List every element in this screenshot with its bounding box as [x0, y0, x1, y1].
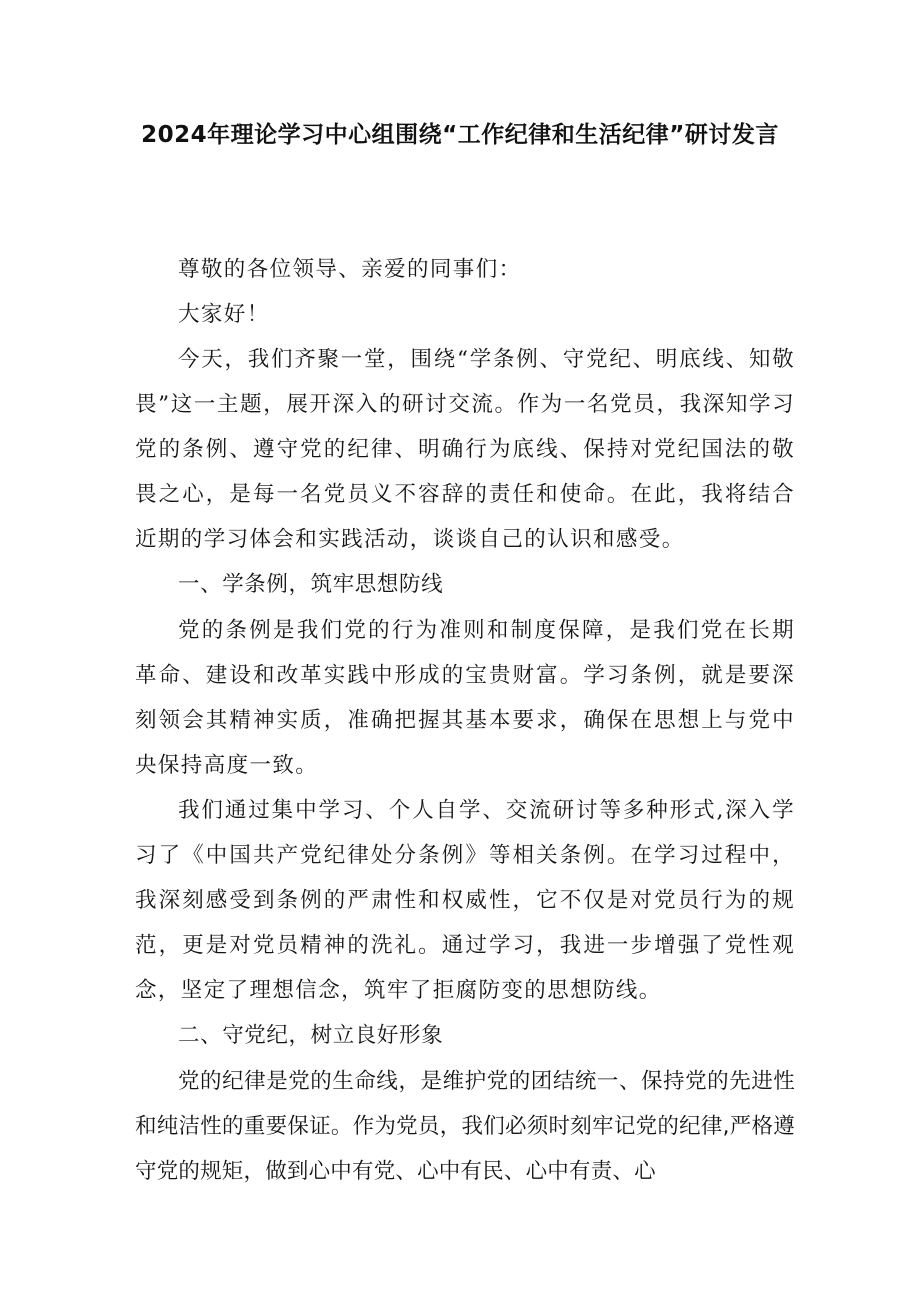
- document-title: 2024年理论学习中心组围绕“工作纪律和生活纪律”研讨发言: [141, 122, 779, 148]
- paragraph: 我们通过集中学习、个人自学、交流研讨等多种形式,深入学习了《中国共产党纪律处分条例》等相关条例。在学习过程中，我深刻感受到条例的严肃性和权威性，它不仅是对党员行为的规范，更是对党员精神的洗礼。通过学习，我进一步增强了党性观念，坚定了理想信念，筑牢了拒腐防变的思想防线。: [135, 798, 795, 1003]
- paragraph: 党的条例是我们党的行为准则和制度保障，是我们党在长期革命、建设和改革实践中形成的宝贵财富。学习条例，就是要深刻领会其精神实质，准确把握其基本要求，确保在思想上与党中央保持高度一致。: [135, 618, 795, 778]
- paragraph-intro: 今天，我们齐聚一堂，围绕“学条例、守党纪、明底线、知敬畏”这一主题，展开深入的研讨交流。作为一名党员，我深知学习党的条例、遵守党的纪律、明确行为底线、保持对党纪国法的敬畏之心，是每一名党员义不容辞的责任和使命。在此，我将结合近期的学习体会和实践活动，谈谈自己的认识和感受。: [135, 347, 795, 552]
- salutation: 尊敬的各位领导、亲爱的同事们：: [178, 257, 522, 282]
- paragraph: 党的纪律是党的生命线，是维护党的团结统一、保持党的先进性和纯洁性的重要保证。作为党员，我们必须时刻牢记党的纪律,严格遵守党的规矩，做到心中有党、心中有民、心中有责、心: [135, 1069, 795, 1184]
- greeting: 大家好！: [178, 302, 270, 327]
- section-heading-1: 一、学条例，筑牢思想防线: [178, 572, 444, 597]
- document-body: [135, 247, 795, 1194]
- section-heading-2: 二、守党纪，树立良好形象: [178, 1023, 444, 1048]
